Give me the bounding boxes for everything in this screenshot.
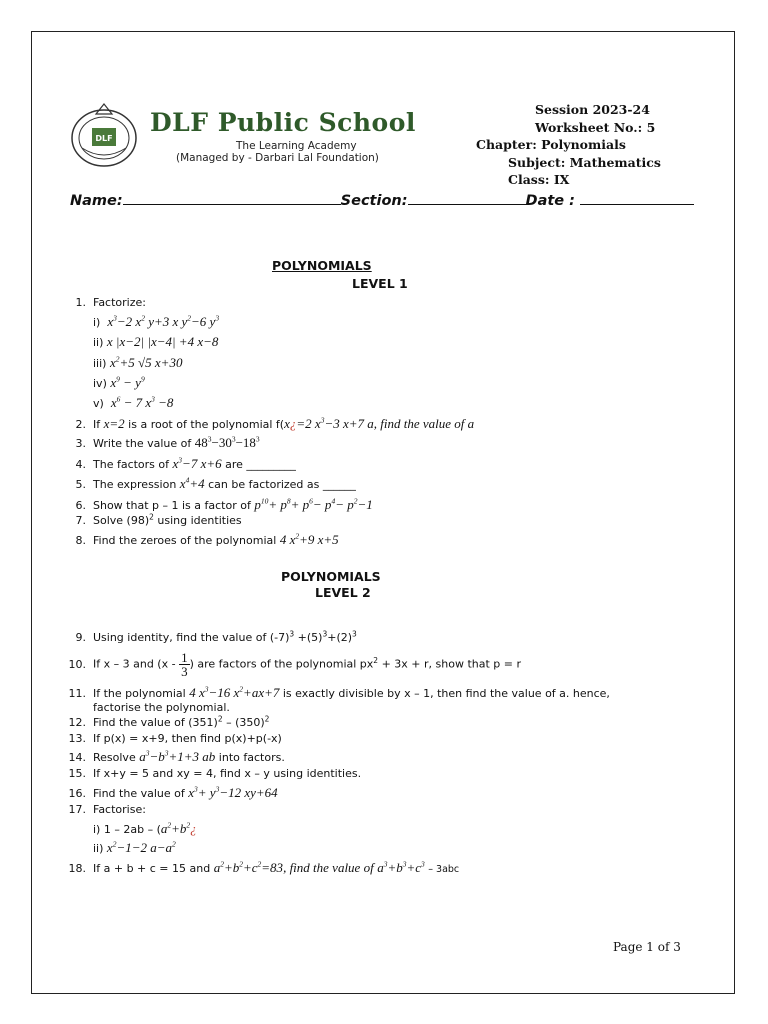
class: Class: IX (508, 172, 570, 187)
question-1-iii: iii) $x^2+5$ √5 x+30 (93, 354, 183, 370)
question-12: 12. Find the value of $(351)^2 - (350)^2$ (68, 714, 270, 729)
section-blank[interactable] (408, 192, 526, 205)
date-label: Date : (525, 193, 575, 209)
question-6: 6. Show that p – 1 is a factor of $p^{10}+ p^8+ p^6- p^4- p^2-1$ (75, 496, 373, 512)
school-logo (68, 100, 140, 172)
question-4: 4. The factors of $x^3-7$ x+6 are _________ (75, 455, 296, 471)
svg-text:DLF: DLF (95, 134, 113, 143)
question-7: 7. Solve $(98)^2$ using identities (75, 512, 242, 527)
school-name: DLF Public School (150, 108, 416, 137)
question-1-i: i) $x^3-2$ $x^2$ y+3 x $y^2-6$ $y^3$ (93, 313, 220, 329)
section-label: Section: (340, 193, 408, 209)
question-11-line2: factorise the polynomial. (93, 701, 230, 714)
question-1-v: v) $x^6 - 7$ $x^3 -8$ (93, 394, 174, 410)
school-tagline: The Learning Academy (236, 140, 357, 152)
question-15: 15. If x+y = 5 and xy = 4, find x – y using identities. (68, 767, 362, 780)
session: Session 2023-24 (535, 102, 650, 117)
question-16: 16. Find the value of $x^3+ y^3-12$ xy+64 (68, 784, 278, 800)
level2-label: LEVEL 2 (315, 585, 371, 600)
question-11: 11. If the polynomial 4 $x^3-16$ $x^2+ax+7$ is exactly divisible by x – 1, then find the value of a. hence, (68, 684, 610, 700)
question-1: 1. Factorize: (75, 296, 146, 309)
question-1-ii: ii) x |x−2| |x−4| +4 x−8 (93, 334, 219, 349)
level2-title: POLYNOMIALS (281, 569, 381, 584)
level1-title: POLYNOMIALS (272, 258, 372, 273)
page-number: Page 1 of 3 (613, 940, 681, 954)
chapter: Chapter: Polynomials (476, 137, 626, 152)
question-8: 8. Find the zeroes of the polynomial 4 $x^2+9$ x+5 (75, 531, 339, 547)
worksheet-number: Worksheet No.: 5 (535, 120, 656, 135)
question-9: 9. Using identity, find the value of $(-7)^3 +(5)^3+(2)^3$ (75, 629, 357, 644)
name-blank[interactable] (123, 192, 341, 205)
managed-by: (Managed by - Darbari Lal Foundation) (176, 152, 379, 164)
question-17-i: i) $1 - 2ab - (a^2+b^2¿$ (93, 820, 197, 836)
question-13: 13. If p(x) = x+9, then find p(x)+p(-x) (68, 732, 282, 745)
question-1-iv: iv) $x^9 - y^9$ (93, 374, 145, 390)
question-3: 3. Write the value of $48^3-30^3-18^3$ (75, 434, 260, 450)
question-2: 2. If x=2 is a root of the polynomial f(x¿=2 $x^3-3$ x+7 a, find the value of a (75, 415, 475, 431)
question-18: 18. If a + b + c = 15 and $a^2+b^2+c^2=83$, find the value of $a^3+b^3+c^3 - 3abc$ (68, 859, 460, 875)
question-10: 10. If x – 3 and (x - $\frac{1}{3}$ ) are factors of the polynomial $px^2 + 3x + r$, show that p = r (68, 650, 522, 679)
level1-label: LEVEL 1 (352, 276, 408, 291)
date-blank[interactable] (580, 192, 694, 205)
question-17-ii: ii) $x^2-1-2$ $a-a^2$ (93, 839, 176, 855)
name-label: Name: (70, 193, 123, 209)
question-17: 17. Factorise: (68, 803, 146, 816)
subject: Subject: Mathematics (508, 155, 661, 170)
question-14: 14. Resolve $a^3-b^3+1+3$ ab into factors. (68, 748, 285, 764)
question-5: 5. The expression $x^4+4$ can be factorized as ______ (75, 475, 356, 491)
student-details-line (70, 192, 694, 209)
